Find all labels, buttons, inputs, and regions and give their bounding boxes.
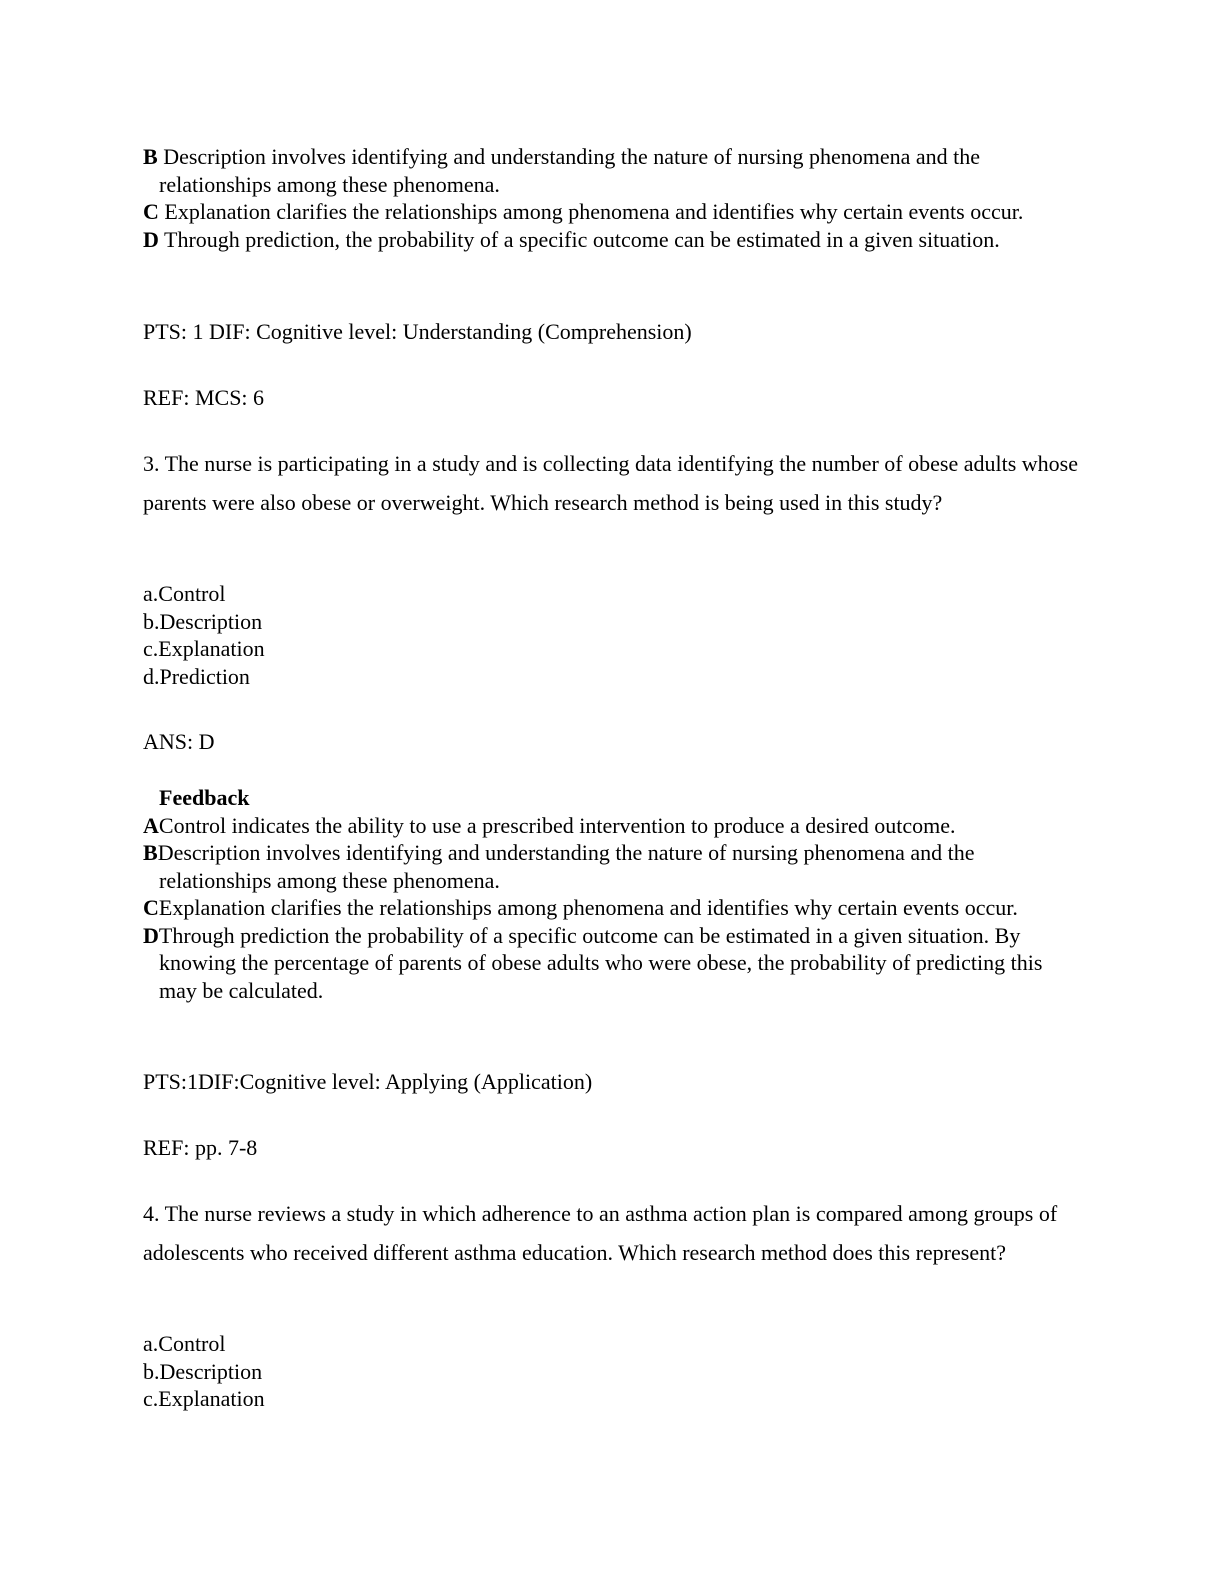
- feedback-item-b: [143, 143, 1083, 198]
- q2-pts-line: PTS: 1 DIF: Cognitive level: Understanding (Comprehension): [143, 319, 692, 344]
- feedback-item-a: [143, 812, 1083, 840]
- feedback-item-c: [143, 198, 1083, 226]
- feedback-item-b: [143, 839, 1083, 894]
- q4-stem: 4. The nurse reviews a study in which adherence to an asthma action plan is compared among groups of adolescents who received different asthma education. Which research method does this represent?: [143, 1201, 1058, 1265]
- feedback-text: Description involves identifying and understanding the nature of nursing phenomena and the relationships among these phenomena.: [159, 144, 981, 197]
- feedback-text: Control indicates the ability to use a prescribed intervention to produce a desired outcome.: [158, 812, 956, 838]
- option-c: c.Explanation: [143, 636, 265, 661]
- q3-options: [143, 580, 1083, 690]
- q3-ref-line: REF: pp. 7-8: [143, 1135, 258, 1160]
- feedback-text: Explanation clarifies the relationships among phenomena and identifies why certain events occur.: [164, 199, 1024, 224]
- feedback-text: Explanation clarifies the relationships among phenomena and identifies why certain events occur.: [158, 895, 1018, 920]
- q3-stem: 3. The nurse is participating in a study and is collecting data identifying the number of obese adults whose parents were also obese or overweight. Which research method is being used in this study?: [143, 451, 1078, 515]
- q2-ref-line: REF: MCS: 6: [143, 385, 265, 410]
- feedback-text: Through prediction, the probability of a specific outcome can be estimated in a given situation.: [164, 226, 1000, 252]
- feedback-letter: C: [143, 895, 159, 920]
- feedback-letter: D: [143, 922, 159, 948]
- feedback-heading: Feedback: [159, 785, 250, 810]
- feedback-item-d: [143, 922, 1059, 1005]
- q4-options: [143, 1330, 1083, 1413]
- option-b: b.Description: [143, 1358, 263, 1384]
- feedback-letter: B: [143, 840, 158, 865]
- q3-pts-line: PTS:1DIF:Cognitive level: Applying (Application): [143, 1069, 593, 1094]
- feedback-item-c: [143, 894, 1083, 922]
- option-a: a.Control: [143, 1331, 226, 1356]
- q2-feedback-list: [143, 143, 1083, 253]
- feedback-item-d: [143, 226, 1083, 254]
- feedback-letter: D: [143, 226, 159, 252]
- feedback-letter: A: [143, 812, 159, 838]
- feedback-letter: B: [143, 144, 158, 169]
- feedback-text: Description involves identifying and understanding the nature of nursing phenomena and the relationships among these phenomena.: [157, 840, 975, 893]
- q3-feedback: [143, 784, 1083, 1004]
- option-a: a.Control: [143, 581, 226, 606]
- option-b: b.Description: [143, 608, 263, 634]
- feedback-text: Through prediction the probability of a specific outcome can be estimated in a given situation. By knowing the percentage of parents of obese adults who were obese, the probability of predicting this may be calculated.: [158, 922, 1043, 1003]
- option-c: c.Explanation: [143, 1386, 265, 1411]
- option-d: d.Prediction: [143, 663, 250, 689]
- feedback-letter: C: [143, 199, 159, 224]
- q3-answer: ANS: D: [143, 729, 215, 754]
